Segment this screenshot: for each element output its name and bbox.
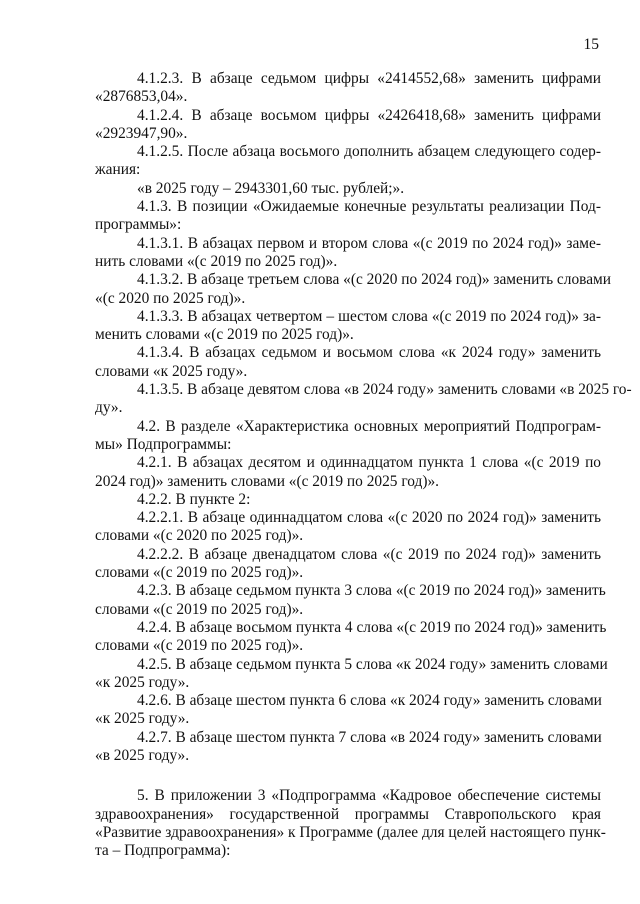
paragraph-line: 4.1.3.3. В абзацах четвертом – шестом слова «(с 2019 по 2024 год)» за- xyxy=(137,307,601,325)
paragraph xyxy=(95,582,606,619)
paragraph-line: словами «(с 2019 по 2025 год)». xyxy=(95,600,304,618)
paragraph-line: жания: xyxy=(95,161,141,179)
paragraph xyxy=(95,509,601,546)
page-number: 15 xyxy=(583,36,599,53)
paragraph xyxy=(95,344,601,381)
paragraph-line: 4.2.6. В абзаце шестом пункта 6 слова «к 2024 году» заменить словами xyxy=(137,692,602,710)
paragraph xyxy=(95,454,601,491)
paragraph-line: 4.2.1. В абзацах десятом и одиннадцатом пункта 1 слова «(с 2019 по xyxy=(137,454,601,472)
paragraph-line: 4.1.3.1. В абзацах первом и втором слова «(с 2019 по 2024 год)» заме- xyxy=(137,234,601,252)
paragraph xyxy=(95,618,607,656)
document-body xyxy=(95,70,632,860)
paragraph-line: 4.2.2. В пункте 2: xyxy=(137,490,251,508)
paragraph xyxy=(95,546,601,583)
paragraph-line: 4.2.4. В абзаце восьмом пункта 4 слова «(с 2019 по 2024 год)» заменить xyxy=(137,618,607,636)
paragraph-line: 4.1.3.5. В абзаце девятом слова «в 2024 году» заменить словами «в 2025 го- xyxy=(137,381,632,399)
paragraph xyxy=(95,271,612,308)
paragraph xyxy=(95,692,601,729)
paragraph-line: «в 2025 году». xyxy=(95,746,190,764)
paragraph-line: 4.2.2.2. В абзаце двенадцатом слова «(с 2019 по 2024 год)» заменить xyxy=(137,545,601,563)
paragraph xyxy=(95,655,608,693)
paragraph xyxy=(95,418,601,455)
paragraph-line: 2024 год)» заменить словами «(с 2019 по 2025 год)». xyxy=(95,472,439,490)
paragraph xyxy=(95,143,601,180)
paragraph-line: 5. В приложении 3 «Подпрограмма «Кадровое обеспечение системы xyxy=(137,787,601,805)
paragraph-line: словами «к 2025 году». xyxy=(95,362,248,380)
paragraph-line: словами «(с 2019 по 2025 год)». xyxy=(95,637,304,655)
paragraph-line: «Развитие здравоохранения» к Программе (далее для целей настоящего пунк- xyxy=(95,823,606,841)
paragraph-line: нить словами «(с 2019 по 2025 год)». xyxy=(95,252,338,270)
paragraph xyxy=(95,70,601,107)
paragraph xyxy=(95,308,601,345)
paragraph xyxy=(95,198,601,235)
paragraph-line: мы» Подпрограммы: xyxy=(95,435,232,453)
paragraph-line: 4.1.2.5. После абзаца восьмого дополнить абзацем следующего содер- xyxy=(137,143,601,161)
paragraph-line: словами «(с 2019 по 2025 год)». xyxy=(95,564,304,582)
paragraph-line: «к 2025 году». xyxy=(95,673,190,691)
paragraph-line: 4.2. В разделе «Характеристика основных мероприятий Подпрограм- xyxy=(137,417,601,435)
paragraph-line: та – Подпрограмма): xyxy=(95,842,231,860)
paragraph xyxy=(95,235,601,272)
paragraph-line: 4.1.3.2. В абзаце третьем слова «(с 2020 по 2024 год)» заменить словами xyxy=(137,271,612,289)
paragraph xyxy=(95,491,601,509)
paragraph-line: здравоохранения» государственной программы Ставропольского края xyxy=(95,805,601,823)
paragraph-line: менить словами «(с 2019 по 2025 год)». xyxy=(95,326,354,344)
paragraph xyxy=(95,729,601,766)
paragraph-line: «2923947,90». xyxy=(95,124,188,142)
paragraph-line: 4.1.2.3. В абзаце седьмом цифры «2414552,68» заменить цифрами xyxy=(137,70,601,87)
paragraph-line: 4.2.2.1. В абзаце одиннадцатом слова «(с 2020 по 2024 год)» заменить xyxy=(137,509,601,527)
paragraph-line: «(с 2020 по 2025 год)». xyxy=(95,289,246,307)
paragraph-line: 4.2.3. В абзаце седьмом пункта 3 слова «(с 2019 по 2024 год)» заменить xyxy=(137,582,606,600)
paragraph-line: 4.1.3. В позиции «Ожидаемые конечные результаты реализации Под- xyxy=(137,198,601,216)
paragraph xyxy=(95,787,606,860)
paragraph-line: «в 2025 году – 2943301,60 тыс. рублей;». xyxy=(137,179,405,197)
paragraph xyxy=(95,107,601,144)
paragraph-line: 4.1.2.4. В абзаце восьмом цифры «2426418,68» заменить цифрами xyxy=(137,106,601,124)
paragraph-line: 4.1.3.4. В абзацах седьмом и восьмом слова «к 2024 году» заменить xyxy=(137,344,601,362)
paragraph-line: «2876853,04». xyxy=(95,88,188,106)
paragraph-line: программы»: xyxy=(95,216,182,234)
paragraph-line: 4.2.5. В абзаце седьмом пункта 5 слова «к 2024 году» заменить словами xyxy=(137,655,608,673)
paragraph-line: ду». xyxy=(95,399,123,417)
paragraph-line: «к 2025 году». xyxy=(95,710,190,728)
paragraph-line: 4.2.7. В абзаце шестом пункта 7 слова «в 2024 году» заменить словами xyxy=(137,728,602,746)
paragraph xyxy=(95,381,632,418)
paragraph-line: словами «(с 2020 по 2025 год)». xyxy=(95,527,304,545)
paragraph xyxy=(95,180,601,198)
